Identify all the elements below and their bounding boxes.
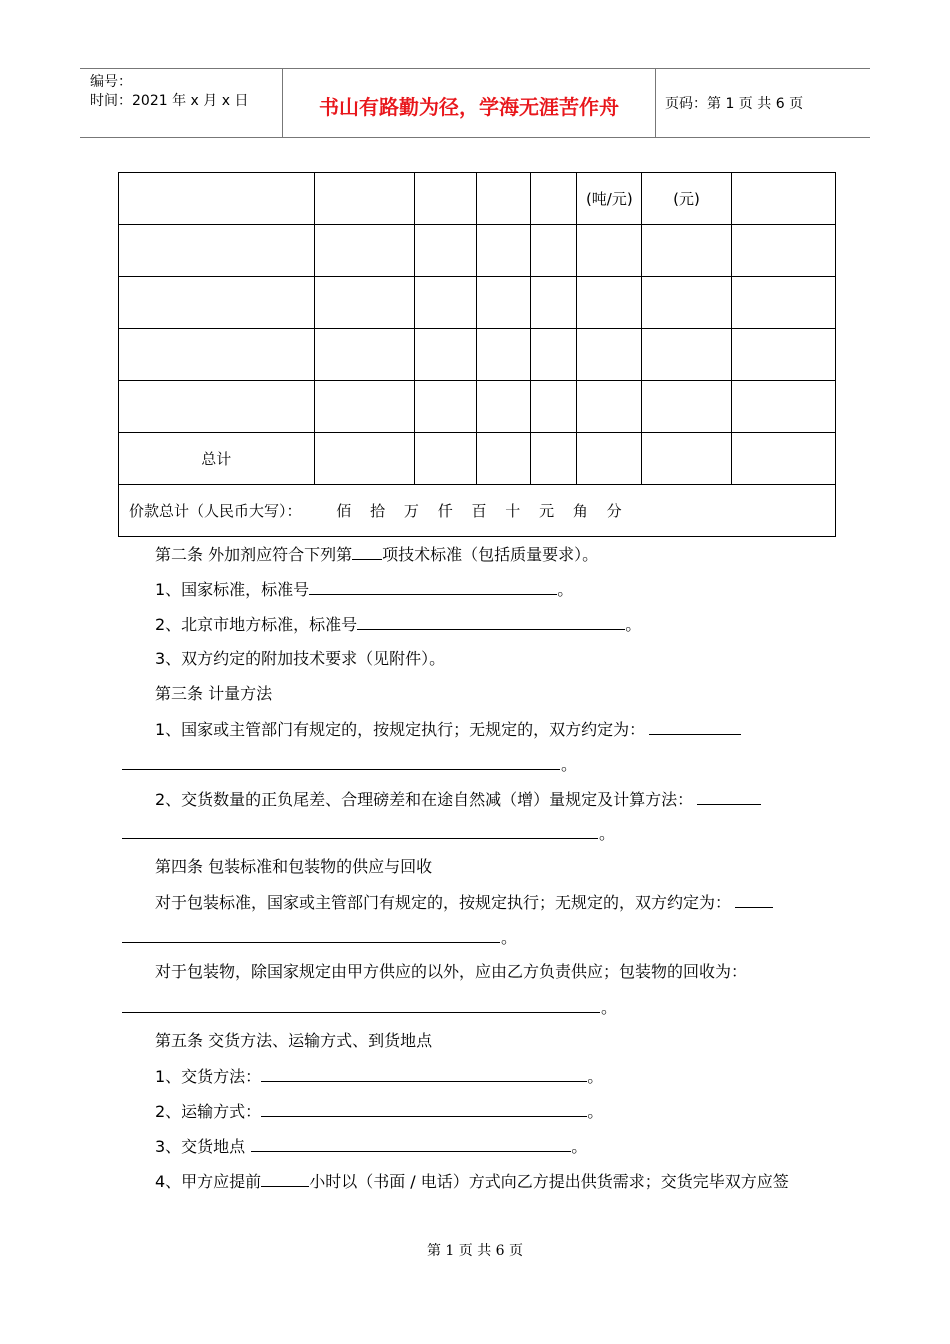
article-5-item-4-text-b: 小时以（书面 / 电话）方式向乙方提出供货需求；交货完毕双方应签 — [309, 1172, 789, 1191]
unit-wan: 万 — [403, 502, 419, 520]
table-cell — [476, 381, 530, 433]
table-cell — [642, 433, 731, 485]
article-3-heading: 第三条 计量方法 — [155, 684, 273, 703]
table-cell — [314, 381, 414, 433]
table-cell — [314, 173, 414, 225]
period: 。 — [571, 1137, 588, 1156]
article-2-item-3: 3、双方约定的附加技术要求（见附件）。 — [155, 649, 446, 668]
unit-bai2: 百 — [471, 502, 487, 520]
article-4-item-1 — [155, 892, 773, 913]
table-cell — [577, 433, 642, 485]
article-5-heading: 第五条 交货方法、运输方式、到货地点 — [155, 1031, 433, 1050]
article-3-item-2-line — [122, 838, 598, 839]
table-cell — [531, 381, 577, 433]
table-cell — [731, 433, 835, 485]
article-2-item-1 — [155, 579, 573, 600]
page-info: 页码：第 1 页 共 6 页 — [665, 96, 804, 112]
period: 。 — [601, 998, 618, 1017]
unit-price-header: (吨/元) — [577, 173, 642, 225]
table-cell — [642, 329, 731, 381]
page-footer: 第 1 页 共 6 页 — [426, 1243, 524, 1259]
unit-yuan: 元 — [539, 502, 555, 520]
table-cell — [314, 433, 414, 485]
delivery-location-label: 3、交货地点 — [155, 1137, 246, 1156]
table-cell — [119, 173, 315, 225]
table-cell — [119, 381, 315, 433]
table-cell — [642, 277, 731, 329]
table-cell — [314, 329, 414, 381]
period: 。 — [561, 755, 578, 774]
article-3-item-2 — [155, 789, 761, 810]
table-cell — [731, 173, 835, 225]
price-total-cell — [119, 485, 836, 537]
article-4-heading: 第四条 包装标准和包装物的供应与回收 — [155, 857, 433, 876]
period: 。 — [587, 1102, 604, 1121]
article-2-text-b: 项技术标准（包括质量要求）。 — [382, 545, 599, 564]
table-cell — [476, 329, 530, 381]
goods-table — [118, 172, 836, 537]
motto: 书山有路勤为径，学海无涯苦作舟 — [319, 95, 619, 119]
article-4-item-2-line — [122, 1012, 600, 1013]
table-cell — [531, 225, 577, 277]
delivery-method-label: 1、交货方法： — [155, 1067, 262, 1086]
amount-header: (元) — [642, 173, 731, 225]
article-2-heading — [155, 544, 598, 565]
transport-mode — [155, 1101, 603, 1122]
table-cell — [577, 329, 642, 381]
article-4-item-1-text: 对于包装标准，国家或主管部门有规定的，按规定执行；无规定的，双方约定为： — [155, 893, 732, 912]
table-header-row — [119, 173, 836, 225]
article-4-item-2: 对于包装物，除国家规定由甲方供应的以外，应由乙方负责供应；包装物的回收为： — [155, 962, 748, 981]
transport-mode-label: 2、运输方式： — [155, 1102, 262, 1121]
table-cell — [531, 173, 577, 225]
table-total-row — [119, 433, 836, 485]
table-cell — [731, 381, 835, 433]
article-4-item-1-blank — [735, 892, 773, 908]
unit-jiao: 角 — [572, 502, 588, 520]
article-3-item-1-text: 1、国家或主管部门有规定的，按规定执行；无规定的，双方约定为： — [155, 720, 646, 739]
beijing-standard-label: 2、北京市地方标准，标准号 — [155, 615, 358, 634]
table-cell — [476, 433, 530, 485]
header-page-cell — [656, 69, 870, 137]
article-2-item-2 — [155, 614, 641, 635]
period: 。 — [501, 928, 518, 947]
article-3-item-1-line — [122, 769, 560, 770]
table-cell — [531, 277, 577, 329]
table-row — [119, 277, 836, 329]
table-cell — [531, 433, 577, 485]
header-motto-cell — [283, 69, 656, 137]
article-2-text-a: 第二条 外加剂应符合下列第 — [155, 545, 353, 564]
table-cell — [577, 277, 642, 329]
period: 。 — [599, 824, 616, 843]
price-units — [336, 502, 621, 520]
transport-mode-blank — [261, 1101, 587, 1117]
table-cell — [414, 225, 476, 277]
article-3-item-1 — [155, 719, 741, 740]
delivery-method-blank — [261, 1066, 587, 1082]
national-standard-blank — [309, 579, 557, 595]
table-cell — [476, 173, 530, 225]
table-cell — [476, 225, 530, 277]
beijing-standard-blank — [357, 614, 625, 630]
table-cell — [314, 277, 414, 329]
article-5-item-4 — [155, 1171, 789, 1192]
table-cell — [119, 329, 315, 381]
number-label: 编号： — [90, 74, 132, 90]
article-5-item-4-text-a: 4、甲方应提前 — [155, 1172, 262, 1191]
table-cell — [642, 381, 731, 433]
table-cell — [119, 277, 315, 329]
table-cell — [414, 381, 476, 433]
header-meta — [80, 69, 283, 137]
table-cell — [731, 329, 835, 381]
table-cell — [531, 329, 577, 381]
table-row — [119, 329, 836, 381]
table-cell — [642, 225, 731, 277]
period: 。 — [557, 580, 574, 599]
table-row — [119, 225, 836, 277]
article-2-blank — [352, 544, 382, 560]
unit-bai: 佰 — [336, 502, 352, 520]
price-total-row — [119, 485, 836, 537]
table-cell — [314, 225, 414, 277]
table-cell — [731, 225, 835, 277]
unit-qian: 仟 — [437, 502, 453, 520]
article-3-item-1-blank — [649, 719, 741, 735]
article-3-item-2-text: 2、交货数量的正负尾差、合理磅差和在途自然减（增）量规定及计算方法： — [155, 790, 694, 809]
table-cell — [414, 329, 476, 381]
table-cell — [414, 277, 476, 329]
article-4-item-1-line — [122, 942, 500, 943]
delivery-method — [155, 1066, 603, 1087]
table-cell — [577, 381, 642, 433]
unit-shi: 拾 — [370, 502, 386, 520]
date-label: 时间：2021 年 x 月 x 日 — [90, 93, 249, 109]
table-cell — [414, 173, 476, 225]
table-cell — [414, 433, 476, 485]
article-3-item-2-blank — [697, 789, 761, 805]
table-row — [119, 381, 836, 433]
table-cell — [731, 277, 835, 329]
period: 。 — [625, 615, 642, 634]
advance-hours-blank — [261, 1171, 309, 1187]
national-standard-label: 1、国家标准，标准号 — [155, 580, 310, 599]
table-cell — [577, 225, 642, 277]
price-total-label: 价款总计（人民币大写）： — [129, 502, 302, 520]
unit-fen: 分 — [606, 502, 622, 520]
table-cell — [476, 277, 530, 329]
table-cell — [119, 225, 315, 277]
page-header — [80, 68, 870, 138]
period: 。 — [587, 1067, 604, 1086]
delivery-location — [155, 1136, 587, 1157]
unit-shi2: 十 — [505, 502, 521, 520]
delivery-location-blank — [251, 1136, 571, 1152]
total-label: 总计 — [119, 433, 315, 485]
